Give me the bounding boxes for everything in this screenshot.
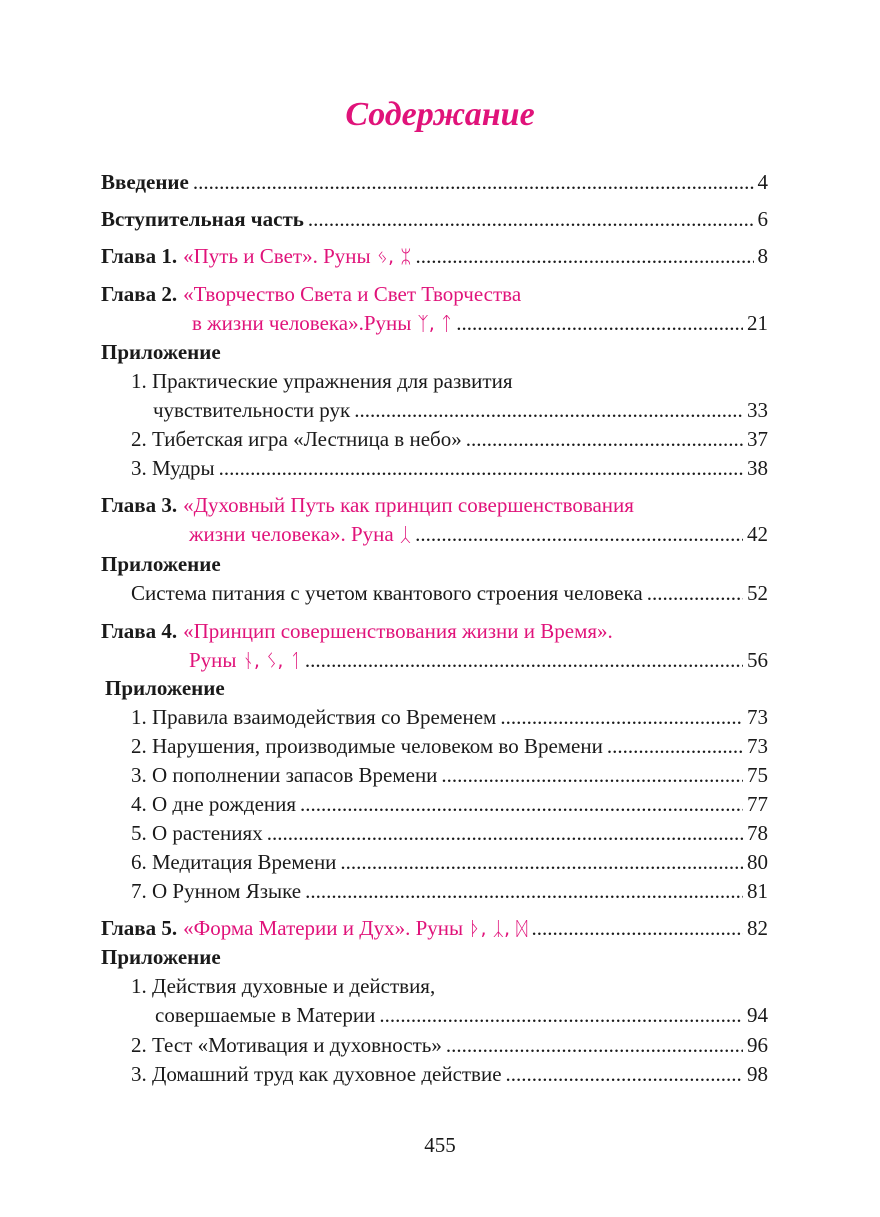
chapter-title-line-2: жизни человека». Руна <box>189 522 394 546</box>
chapter-title: «Путь и Свет». Руны <box>183 244 371 268</box>
toc-entry-appendix[interactable] <box>131 762 768 788</box>
page-title: Содержание <box>345 96 535 133</box>
appendix-item-label: Система питания с учетом квантового строения человека <box>131 581 643 605</box>
toc-page-number: 82 <box>747 916 768 940</box>
toc-entry-chapter-3[interactable] <box>101 492 634 518</box>
toc-page-number: 73 <box>747 705 768 729</box>
chapter-title-line-2: в жизни человека».Руны <box>192 311 412 335</box>
toc-page-number: 33 <box>747 398 768 422</box>
toc-entry-appendix[interactable] <box>155 1002 768 1028</box>
chapter-title-line-1: «Творчество Света и Свет Творчества <box>183 282 522 306</box>
leader-dots <box>532 915 744 941</box>
chapter-title-line-1: «Принцип совершенствования жизни и Время». <box>183 619 613 643</box>
toc-page-number: 52 <box>747 581 768 605</box>
appendix-item-label: 1. Правила взаимодействия со Временем <box>131 705 497 729</box>
appendix-item-label: 3. О пополнении запасов Времени <box>131 763 438 787</box>
toc-page-number: 37 <box>747 427 768 451</box>
appendix-item-label: 5. О растениях <box>131 821 263 845</box>
appendix-item-label: 4. О дне рождения <box>131 792 297 816</box>
toc-page-number: 6 <box>757 207 768 231</box>
leader-dots <box>340 849 743 875</box>
toc-page-number: 81 <box>747 879 768 903</box>
toc-entry-appendix[interactable] <box>131 820 768 846</box>
toc-page-number: 4 <box>757 170 768 194</box>
appendix-heading: Приложение <box>101 340 221 364</box>
chapter-title: «Форма Материи и Дух». Руны <box>183 916 464 940</box>
leader-dots <box>466 426 743 452</box>
toc-page-number: 94 <box>747 1003 768 1027</box>
toc-entry-appendix[interactable] <box>153 397 768 423</box>
toc-entry-appendix[interactable] <box>131 733 768 759</box>
leader-dots <box>415 521 743 547</box>
leader-dots <box>308 206 754 232</box>
appendix-item-label: чувствительности рук <box>153 398 351 422</box>
toc-entry-appendix[interactable] <box>131 580 768 606</box>
leader-dots <box>446 1032 743 1058</box>
toc-entry-appendix[interactable] <box>131 1032 768 1058</box>
toc-entry-appendix[interactable] <box>131 426 768 452</box>
chapter-prefix: Глава 1. <box>101 244 178 268</box>
page-number: 455 <box>424 1133 456 1157</box>
chapter-prefix: Глава 2. <box>101 282 178 306</box>
toc-entry-chapter-4-cont[interactable] <box>189 647 768 674</box>
toc-page-number: 42 <box>747 522 768 546</box>
appendix-item-label: 3. Домашний труд как духовное действие <box>131 1062 502 1086</box>
rune-glyphs: ᛸ <box>399 524 412 546</box>
toc-entry-opening[interactable] <box>101 206 768 232</box>
toc-entry-appendix[interactable] <box>131 455 768 481</box>
toc-page-number: 56 <box>747 648 768 672</box>
toc-page-number: 78 <box>747 821 768 845</box>
appendix-heading: Приложение <box>101 552 221 576</box>
rune-glyphs: ᚾ, ᛊ, ᛐ <box>242 650 301 672</box>
chapter-title-line-2: Руны <box>189 648 237 672</box>
rune-glyphs: ᛃ, ᛯ <box>376 246 412 268</box>
appendix-item-label: 2. Нарушения, производимые человеком во Времени <box>131 734 603 758</box>
leader-dots <box>647 580 743 606</box>
appendix-item-label: 2. Тибетская игра «Лестница в небо» <box>131 427 462 451</box>
leader-dots <box>354 397 743 423</box>
toc-entry-appendix[interactable] <box>131 791 768 817</box>
chapter-title-line-1: «Духовный Путь как принцип совершенствования <box>183 493 634 517</box>
appendix-item-label: совершаемые в Материи <box>155 1003 376 1027</box>
appendix-heading: Приложение <box>105 676 225 700</box>
appendix-item-label[interactable]: 1. Практические упражнения для развития <box>131 369 513 393</box>
toc-entry-chapter-2[interactable] <box>101 281 521 307</box>
chapter-prefix: Глава 5. <box>101 916 178 940</box>
chapter-prefix: Глава 3. <box>101 493 178 517</box>
appendix-item-label: 3. Мудры <box>131 456 215 480</box>
toc-entry-appendix[interactable] <box>131 849 768 875</box>
toc-entry-intro[interactable] <box>101 169 768 195</box>
toc-entry-chapter-3-cont[interactable] <box>189 521 768 548</box>
chapter-prefix: Глава 4. <box>101 619 178 643</box>
leader-dots <box>607 733 743 759</box>
toc-page-number: 38 <box>747 456 768 480</box>
leader-dots <box>500 704 743 730</box>
toc-entry-chapter-2-cont[interactable] <box>192 310 768 337</box>
toc-entry-appendix[interactable] <box>131 704 768 730</box>
leader-dots <box>219 455 743 481</box>
toc-page-number: 8 <box>757 244 768 268</box>
toc-entry-chapter-5[interactable] <box>101 915 768 942</box>
toc-entry-chapter-1[interactable] <box>101 243 768 270</box>
toc-page-number: 96 <box>747 1033 768 1057</box>
leader-dots <box>456 310 743 336</box>
leader-dots <box>193 169 754 195</box>
leader-dots <box>267 820 743 846</box>
leader-dots <box>305 647 743 673</box>
leader-dots <box>379 1002 743 1028</box>
appendix-heading: Приложение <box>101 945 221 969</box>
toc-page-number: 77 <box>747 792 768 816</box>
leader-dots <box>506 1061 743 1087</box>
leader-dots <box>441 762 743 788</box>
leader-dots <box>416 243 754 269</box>
toc-page-number: 80 <box>747 850 768 874</box>
leader-dots <box>305 878 743 904</box>
toc-entry-label: Введение <box>101 170 189 194</box>
toc-entry-appendix[interactable] <box>131 878 768 904</box>
toc-page-number: 75 <box>747 763 768 787</box>
leader-dots <box>300 791 743 817</box>
appendix-item-label[interactable]: 1. Действия духовные и действия, <box>131 974 436 998</box>
appendix-item-label: 6. Медитация Времени <box>131 850 337 874</box>
toc-page-number: 73 <box>747 734 768 758</box>
toc-page-number: 21 <box>747 311 768 335</box>
toc-page-number: 98 <box>747 1062 768 1086</box>
rune-glyphs: ᚦ, ᛣ, ᛞ <box>469 918 528 940</box>
rune-glyphs: ᛉ, ᛏ <box>417 313 453 335</box>
appendix-item-label: 7. О Рунном Языке <box>131 879 302 903</box>
toc-entry-chapter-4[interactable] <box>101 618 613 644</box>
toc-entry-label: Вступительная часть <box>101 207 304 231</box>
toc-entry-appendix[interactable] <box>131 1061 768 1087</box>
appendix-item-label: 2. Тест «Мотивация и духовность» <box>131 1033 442 1057</box>
